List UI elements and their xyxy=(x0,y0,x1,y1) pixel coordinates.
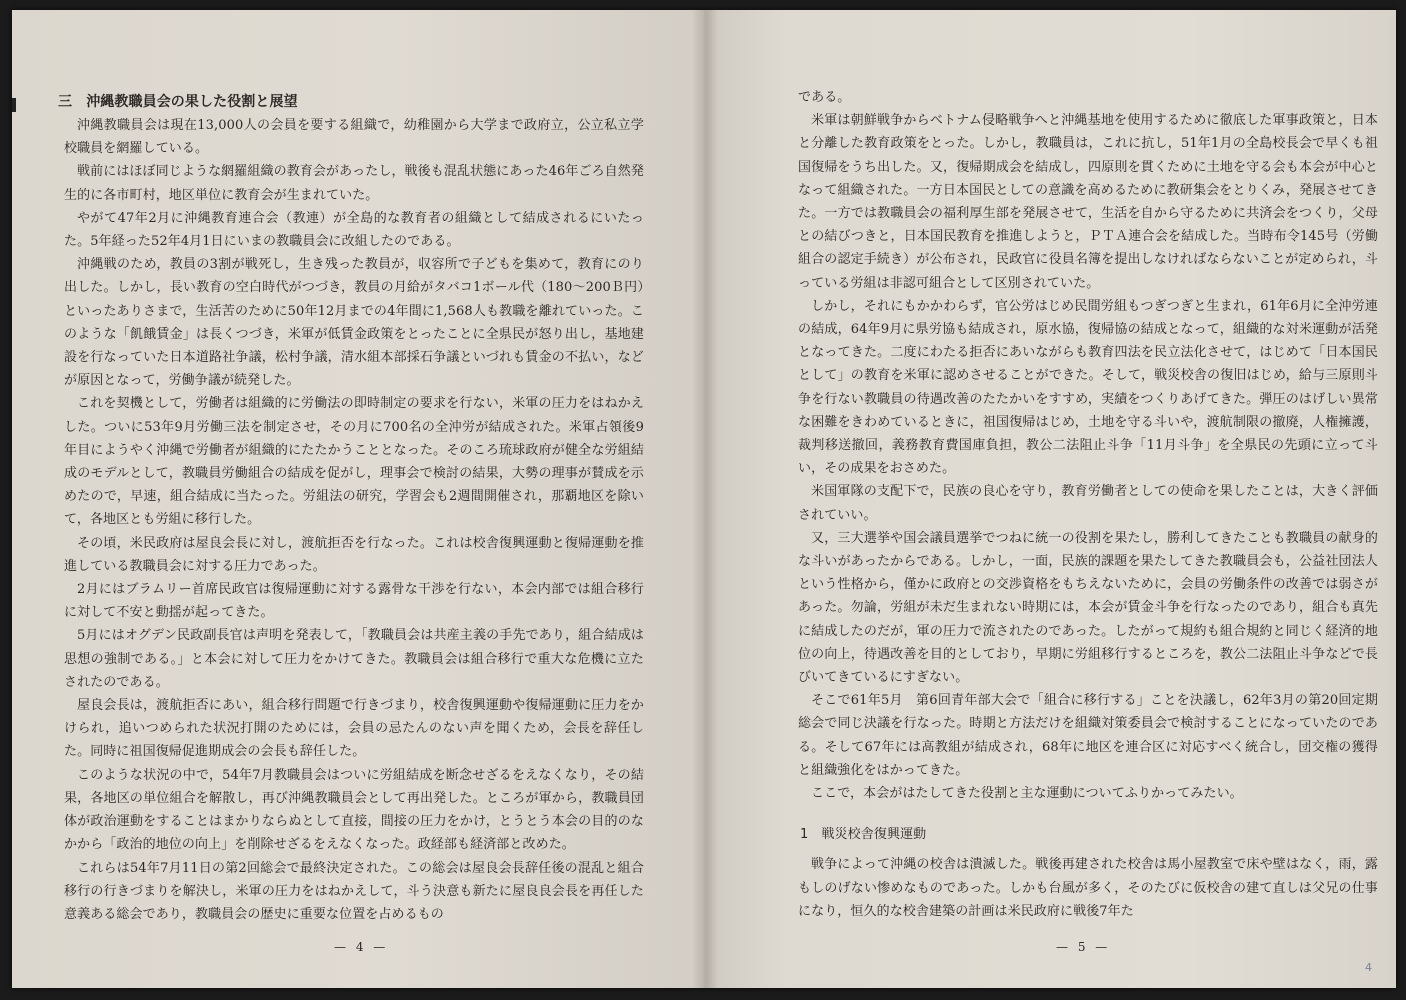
document-spread xyxy=(12,10,1396,988)
paragraph: 沖縄教職員会は現在13,000人の会員を要する組織で，幼稚園から大学まで政府立，公立私立学校職員を網羅している。 xyxy=(64,118,644,157)
paragraph: 戦前にはほぼ同じような網羅組織の教育会があったし，戦後も混乱状態にあった46年ごろ自然発生的に各市町村，地区単位に教育会が生まれていた。 xyxy=(64,164,644,203)
paragraph: 沖縄戦のため，教員の3割が戦死し，生き残った教員が，収容所で子どもを集めて，教育にのり出した。しかし，長い教育の空白時代がつづき，教員の月給がタバコ1ボール代（180〜200Ｂ円）といったありさまで，生活苦のために50年12月までの4年間に1,568人も教職を離れていった。このような「飢餓賃金」は長くつづき，米軍が低賃金政策をとったことに全県民が怒り出し，基地建設を行なっていた日本道路社争議，松村争議，清水組本部採石争議といづれも賃金の不払い，などが原因となって，労働争議が続発した。 xyxy=(64,257,644,389)
page-number-right: — 5 — xyxy=(1056,940,1111,954)
paragraph: 2月にはブラムリー首席民政官は復帰運動に対する露骨な干渉を行ない，本会内部では組合移行に対して不安と動揺が起ってきた。 xyxy=(64,582,644,621)
paragraph: このような状況の中で，54年7月教職員会はついに労組結成を断念せざるをえなくなり，その結果，各地区の単位組合を解散し，再び沖縄教職員会として再出発した。ところが軍から，教職員団体が政治運動をすることはまかりならぬとして直接，間接の圧力をかけ，とうとう本会の目的のなかから「政治的地位の向上」を削除せざるをえなくなった。政経部も経済部と改めた。 xyxy=(64,767,644,853)
page-edge-mark xyxy=(12,98,16,112)
right-page-body xyxy=(798,86,1378,923)
paragraph: そこで61年5月 第6回青年部大会で「組合に移行する」ことを決議し，62年3月の第20回定期総会で同じ決議を行なった。時期と方法だけを組織対策委員会で検討することになっていたのである。そして67年には高教組が結成され，68年に地区を連合区に対応すべく統合し，団交権の獲得と組織強化をはかってきた。 xyxy=(798,693,1378,778)
paragraph: これらは54年7月11日の第2回総会で最終決定された。この総会は屋良会長辞任後の混乱と組合移行の行きづまりを解決し，米軍の圧力をはねかえして，斗う決意も新たに屋良良会長を再任した意義ある総会であり，教職員会の歴史に重要な位置を占めるもの xyxy=(64,860,644,922)
paragraph: 米軍は朝鮮戦争からベトナム侵略戦争へと沖縄基地を使用するために徹底した軍事政策と，日本と分離した教育政策をとった。しかし，教職員は，これに抗し，51年1月の全島校長会で早くも祖国復帰をうち出した。又，復帰期成会を結成し，四原則を貫くために土地を守る会も本会が中心となって組織された。一方日本国民としての意識を高めるために教研集会をとりくみ，発展させてきた。一方では教職員会の福利厚生部を発展させて，生活を自から守るために共済会をつくり，父母との結びつきと，日本国民教育を推進しようと，ＰＴＡ連合会を結成した。当時布令145号（労働組合の認定手続き）が公布され，民政官に役員名簿を提出しなければならないことが定められ，斗っている労組は非認可組合として区別されていた。 xyxy=(798,113,1378,291)
paragraph: 又，三大選挙や国会議員選挙でつねに統一の役割を果たし，勝利してきたことも教職員の献身的な斗いがあったからである。しかし，一面，民族的課題を果たしてきた教職員会も，公益社団法人という性格から，僅かに政府との交渉資格をもちえないために，会員の労働条件の改善では弱さがあった。勿論，労組が未だ生まれない時期には，本会が賃金斗争を行なったのであり，組合も真先に結成したのだが，軍の圧力で流されたのであった。したがって規約も組合規約と同じく経済的地位の向上，待遇改善を目的としており，早期に労組移行するところを，教公二法阻止斗争などで長びいてきているにすぎない。 xyxy=(798,530,1378,686)
paragraph: 戦争によって沖縄の校舎は潰滅した。戦後再建された校舎は馬小屋教室で床や壁はなく，雨，露もしのげない惨めなものであった。しかも台風が多く，そのたびに仮校舎の建て直しは父兄の仕事になり，恒久的な校舎建築の計画は米民政府に戦後7年た xyxy=(798,857,1378,919)
paragraph: やがて47年2月に沖縄教育連合会（教連）が全島的な教育者の組織として結成されるにいたった。5年経った52年4月1日にいまの教職員会に改組したのである。 xyxy=(64,210,644,250)
paragraph: その頃，米民政府は屋良会長に対し，渡航拒否を行なった。これは校舎復興運動と復帰運動を推進している教職員会に対する圧力であった。 xyxy=(64,535,644,574)
paragraph: である。 xyxy=(798,90,851,105)
paragraph: 屋良会長は，渡航拒否にあい，組合移行問題で行きづまり，校舎復興運動や復帰運動に圧力をかけられ，追いつめられた状況打開のためには，会員の忌たんのない声を聞くため，会長を辞任した。同時に祖国復帰促進期成会の会長も辞任した。 xyxy=(64,698,644,760)
subsection-heading: 1 戦災校舎復興運動 xyxy=(800,827,927,843)
section-heading: 三 沖縄教職員会の果した役割と展望 xyxy=(58,94,298,110)
right-page xyxy=(704,10,1396,988)
paragraph: 5月にはオグデン民政副長官は声明を発表して，「教職員会は共産主義の手先であり，組合結成は思想の強制である。」と本会に対して圧力をかけてきた。教職員会は組合移行で重大な危機に立たされたのである。 xyxy=(64,628,644,690)
paragraph: しかし，それにもかかわらず，官公労はじめ民間労組もつぎつぎと生まれ，61年6月に全沖労連の結成，64年9月に県労協も結成され，原水協，復帰協の結成となって，組織的な対米運動が活発となってきた。二度にわたる拒否にあいながらも教育四法を民立法化させて，はじめて「日本国民として」の教育を米軍に認めさせることができた。そして，戦災校舎の復旧はじめ，給与三原則斗争を行ない教職員の待遇改善のたたかいをすすめ，実績をつくりあげてきた。弾圧のはげしい異常な困難をきわめているときに，祖国復帰はじめ，土地を守る斗いや，渡航制限の撤廃，人権擁護，裁判移送撤回，義務教育費国庫負担，教公二法阻止斗争「11月斗争」を全県民の先頭に立って斗い，その成果をおさめた。 xyxy=(798,298,1378,477)
left-page-body xyxy=(58,90,644,926)
paragraph: 米国軍隊の支配下で，民族の良心を守り，教育労働者としての使命を果したことは，大きく評価されていい。 xyxy=(798,484,1378,523)
handwritten-page-mark: 4 xyxy=(1365,961,1372,974)
book-gutter xyxy=(692,10,718,988)
paragraph: ここで，本会がはたしてきた役割と主な運動についてふりかってみたい。 xyxy=(811,786,1243,802)
page-number-left: — 4 — xyxy=(334,940,389,954)
left-page xyxy=(12,10,704,988)
paragraph: これを契機として，労働者は組織的に労働法の即時制定の要求を行ない，米軍の圧力をはねかえした。ついに53年9月労働三法を制定させ，その月に700名の全沖労が結成された。米軍占領後9年目にようやく沖縄で労働者が組織的にたたかうこととなった。そのころ琉球政府が健全な労組結成のモデルとして，教職員労働組合の結成を促がし，理事会で検討の結果，大勢の理事が賛成を示めたので，早速，組合結成に当たった。労組法の研究，学習会も2週間開催され，那覇地区を除いて，各地区とも労組に移行した。 xyxy=(64,396,644,528)
